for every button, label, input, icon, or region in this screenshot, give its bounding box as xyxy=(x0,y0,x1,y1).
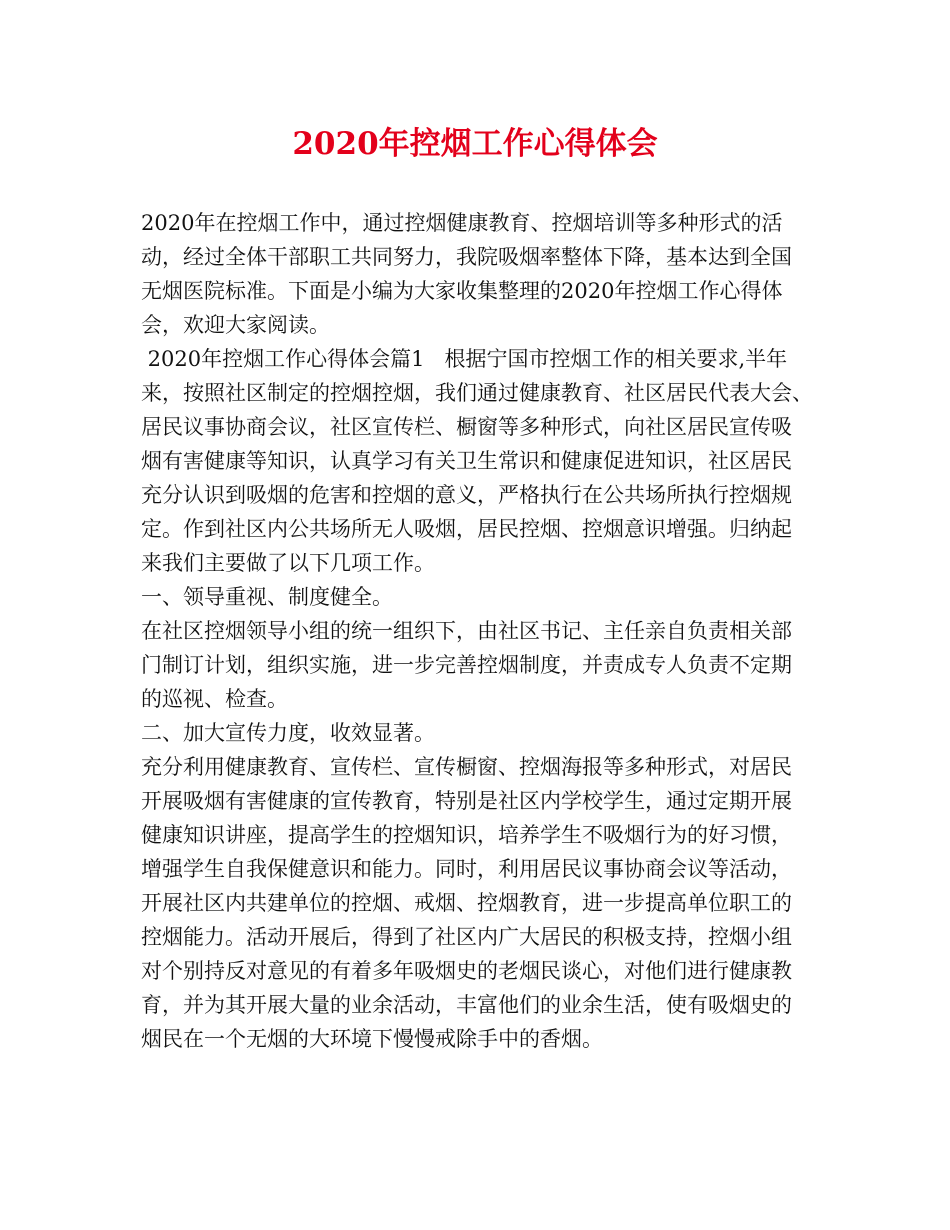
body-line: 的巡视、检查。 xyxy=(141,687,288,711)
body-line: 无烟医院标准。下面是小编为大家收集整理的2020年控烟工作心得体 xyxy=(141,279,783,303)
body-line: 烟民在一个无烟的大环境下慢慢戒除手中的香烟。 xyxy=(141,1027,603,1051)
body-line: 会，欢迎大家阅读。 xyxy=(141,313,330,337)
body-line: 来，按照社区制定的控烟控烟，我们通过健康教育、社区居民代表大会、 xyxy=(141,381,813,405)
page-title: 2020年控烟工作心得体会 xyxy=(292,126,658,162)
body-line: 增强学生自我保健意识和能力。同时，利用居民议事协商会议等活动， xyxy=(141,857,792,881)
body-line: 2020年控烟工作心得体会篇1 根据宁国市控烟工作的相关要求,半年 xyxy=(141,347,788,371)
section-heading: 一、领导重视、制度健全。 xyxy=(141,585,393,609)
body-line: 2020年在控烟工作中，通过控烟健康教育、控烟培训等多种形式的活 xyxy=(141,211,783,235)
body-line: 动，经过全体干部职工共同努力，我院吸烟率整体下降，基本达到全国 xyxy=(141,245,792,269)
body-line: 烟有害健康等知识，认真学习有关卫生常识和健康促进知识，社区居民 xyxy=(141,449,792,473)
body-line: 控烟能力。活动开展后，得到了社区内广大居民的积极支持，控烟小组 xyxy=(141,925,792,949)
body-line: 健康知识讲座，提高学生的控烟知识，培养学生不吸烟行为的好习惯， xyxy=(141,823,792,847)
body-line: 开展社区内共建单位的控烟、戒烟、控烟教育，进一步提高单位职工的 xyxy=(141,891,792,915)
body-line: 充分认识到吸烟的危害和控烟的意义，严格执行在公共场所执行控烟规 xyxy=(141,483,792,507)
body-line: 充分利用健康教育、宣传栏、宣传橱窗、控烟海报等多种形式，对居民 xyxy=(141,755,792,779)
body-line: 门制订计划，组织实施，进一步完善控烟制度，并责成专人负责不定期 xyxy=(141,653,792,677)
section-heading: 二、加大宣传力度，收效显著。 xyxy=(141,721,435,745)
body-line: 在社区控烟领导小组的统一组织下，由社区书记、主任亲自负责相关部 xyxy=(141,619,792,643)
body-line: 定。作到社区内公共场所无人吸烟，居民控烟、控烟意识增强。归纳起 xyxy=(141,517,792,541)
body-line: 居民议事协商会议，社区宣传栏、橱窗等多种形式，向社区居民宣传吸 xyxy=(141,415,792,439)
body-line: 育，并为其开展大量的业余活动，丰富他们的业余生活，使有吸烟史的 xyxy=(141,993,792,1017)
body-line: 开展吸烟有害健康的宣传教育，特别是社区内学校学生，通过定期开展 xyxy=(141,789,792,813)
body-line: 来我们主要做了以下几项工作。 xyxy=(141,551,435,575)
body-line: 对个别持反对意见的有着多年吸烟史的老烟民谈心，对他们进行健康教 xyxy=(141,959,792,983)
